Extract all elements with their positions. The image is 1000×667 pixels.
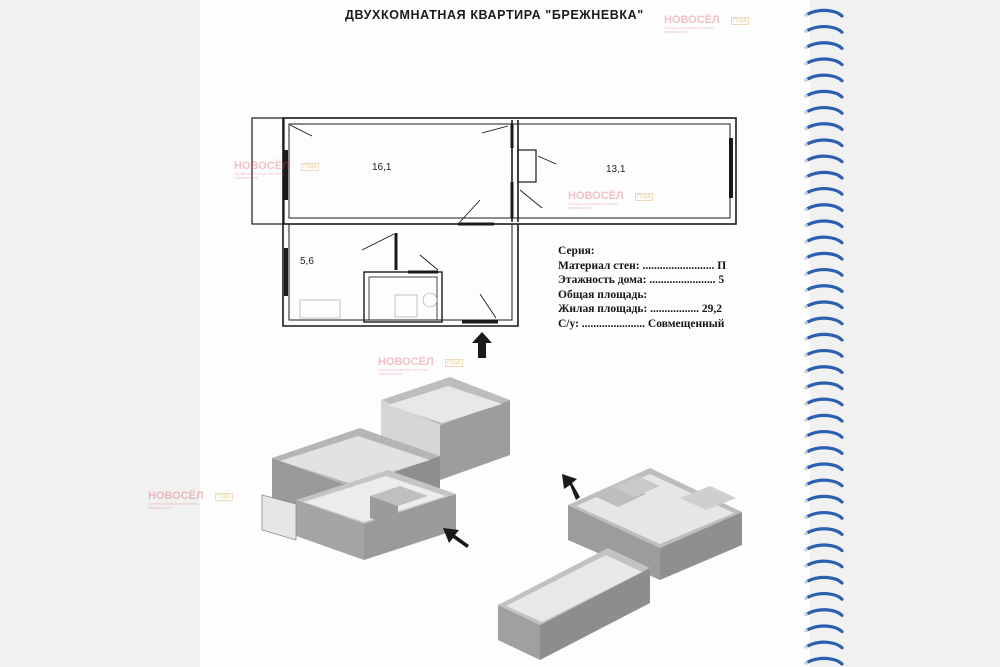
binding-hole xyxy=(804,305,808,309)
binding-hole xyxy=(804,515,808,519)
spec-living-area: Жилая площадь: ................. 29,2 xyxy=(558,303,723,316)
binding-hole xyxy=(804,175,808,179)
binding-hole xyxy=(804,580,808,584)
spec-floors: Этажность дома: ....................... 5 xyxy=(558,274,725,287)
spiral-ring xyxy=(808,480,842,486)
room-area-large: 16,1 xyxy=(372,162,392,173)
binding-hole xyxy=(804,483,808,487)
spiral-ring xyxy=(808,626,842,632)
binding-hole xyxy=(804,629,808,633)
spiral-ring xyxy=(808,513,842,519)
binding-hole xyxy=(804,386,808,390)
spiral-ring xyxy=(808,383,842,389)
binding-hole xyxy=(804,661,808,665)
spiral-ring xyxy=(808,561,842,567)
binding-hole xyxy=(804,418,808,422)
spiral-binding xyxy=(804,10,842,664)
binding-hole xyxy=(804,321,808,325)
spiral-ring xyxy=(808,140,842,146)
entrance-arrow xyxy=(472,332,492,358)
binding-hole xyxy=(804,224,808,228)
spec-bathroom: С/у: ...................... Совмещенный xyxy=(558,317,725,330)
binding-hole xyxy=(804,46,808,50)
watermark: НОВОСЁЛ Профессиональное агентство недвижимости ГОДА xyxy=(664,14,747,34)
apartment-specs xyxy=(558,244,726,332)
spiral-ring xyxy=(808,253,842,259)
spiral-ring xyxy=(808,642,842,648)
binding-hole xyxy=(804,467,808,471)
spiral-ring xyxy=(808,189,842,195)
spiral-ring xyxy=(808,286,842,292)
spiral-ring xyxy=(808,27,842,33)
spiral-ring xyxy=(808,59,842,65)
watermark-logo: НОВОСЁЛ xyxy=(664,14,720,26)
spiral-ring xyxy=(808,43,842,49)
binding-hole xyxy=(804,110,808,114)
spiral-ring xyxy=(808,577,842,583)
binding-hole xyxy=(804,29,808,33)
binding-hole xyxy=(804,13,808,17)
spiral-ring xyxy=(808,496,842,502)
isometric-view-left xyxy=(262,377,510,560)
spiral-ring xyxy=(808,108,842,114)
spec-wall-material: Материал стен: ......................... П xyxy=(558,259,727,272)
room-area-kitchen: 5,6 xyxy=(300,256,314,267)
spiral-ring xyxy=(808,237,842,243)
watermark: НОВОСЁЛ Профессиональное агентство недвижимости ГОДА xyxy=(568,190,651,210)
binding-hole xyxy=(804,613,808,617)
spiral-ring xyxy=(808,302,842,308)
binding-hole xyxy=(804,208,808,212)
spiral-ring xyxy=(808,156,842,162)
isometric-view-right xyxy=(498,468,742,660)
binding-hole xyxy=(804,289,808,293)
spiral-ring xyxy=(808,367,842,373)
closet xyxy=(518,150,536,182)
spiral-ring xyxy=(808,594,842,600)
spiral-ring xyxy=(808,334,842,340)
watermark-badge: ГОДА xyxy=(733,18,747,24)
spiral-ring xyxy=(808,432,842,438)
watermark: НОВОСЁЛ Профессиональное агентство недвижимости ГОДА xyxy=(148,490,231,510)
spiral-ring xyxy=(808,124,842,130)
binding-hole xyxy=(804,240,808,244)
spiral-ring xyxy=(808,221,842,227)
bathroom xyxy=(364,272,442,322)
binding-hole xyxy=(804,159,808,163)
spiral-ring xyxy=(808,270,842,276)
door-swings xyxy=(290,125,556,318)
spiral-ring xyxy=(808,351,842,357)
binding-hole xyxy=(804,272,808,276)
spiral-ring xyxy=(808,399,842,405)
spiral-ring xyxy=(808,610,842,616)
binding-hole xyxy=(804,532,808,536)
binding-hole xyxy=(804,127,808,131)
spiral-ring xyxy=(808,318,842,324)
binding-hole xyxy=(804,402,808,406)
watermark: НОВОСЁЛ Профессиональное агентство недвижимости ГОДА xyxy=(378,356,461,376)
doors xyxy=(396,124,512,322)
binding-hole xyxy=(804,370,808,374)
binding-hole xyxy=(804,62,808,66)
binding-hole xyxy=(804,191,808,195)
watermark: НОВОСЁЛ Профессиональное агентство недвижимости ГОДА xyxy=(234,160,317,180)
binding-hole xyxy=(804,143,808,147)
spiral-ring xyxy=(808,545,842,551)
room-area-right: 13,1 xyxy=(606,164,626,175)
page-title: ДВУХКОМНАТНАЯ КВАРТИРА "БРЕЖНЕВКА" xyxy=(345,8,644,22)
binding-hole xyxy=(804,353,808,357)
entrance-arrow-right-3d xyxy=(562,474,580,500)
binding-hole xyxy=(804,548,808,552)
living-block-inner xyxy=(289,124,730,218)
binding-hole xyxy=(804,645,808,649)
binding-hole xyxy=(804,564,808,568)
spec-total-area: Общая площадь: xyxy=(558,288,648,301)
binding-hole xyxy=(804,337,808,341)
spiral-ring xyxy=(808,448,842,454)
fixtures xyxy=(300,293,437,318)
binding-hole xyxy=(804,78,808,82)
binding-hole xyxy=(804,434,808,438)
spiral-ring xyxy=(808,415,842,421)
kitchen-block-outline xyxy=(283,224,518,326)
spiral-ring xyxy=(808,658,842,664)
spiral-ring xyxy=(808,10,842,16)
binding-hole xyxy=(804,451,808,455)
spec-series: Серия: xyxy=(558,245,595,257)
living-block-outline xyxy=(283,118,736,224)
binding-hole xyxy=(804,596,808,600)
spiral-ring xyxy=(808,205,842,211)
spiral-ring xyxy=(808,529,842,535)
spiral-ring xyxy=(808,91,842,97)
entrance-arrow-left-3d xyxy=(443,528,469,548)
binding-hole xyxy=(804,256,808,260)
spiral-ring xyxy=(808,464,842,470)
spiral-ring xyxy=(808,75,842,81)
binding-hole xyxy=(804,94,808,98)
binding-hole xyxy=(804,499,808,503)
spiral-ring xyxy=(808,172,842,178)
